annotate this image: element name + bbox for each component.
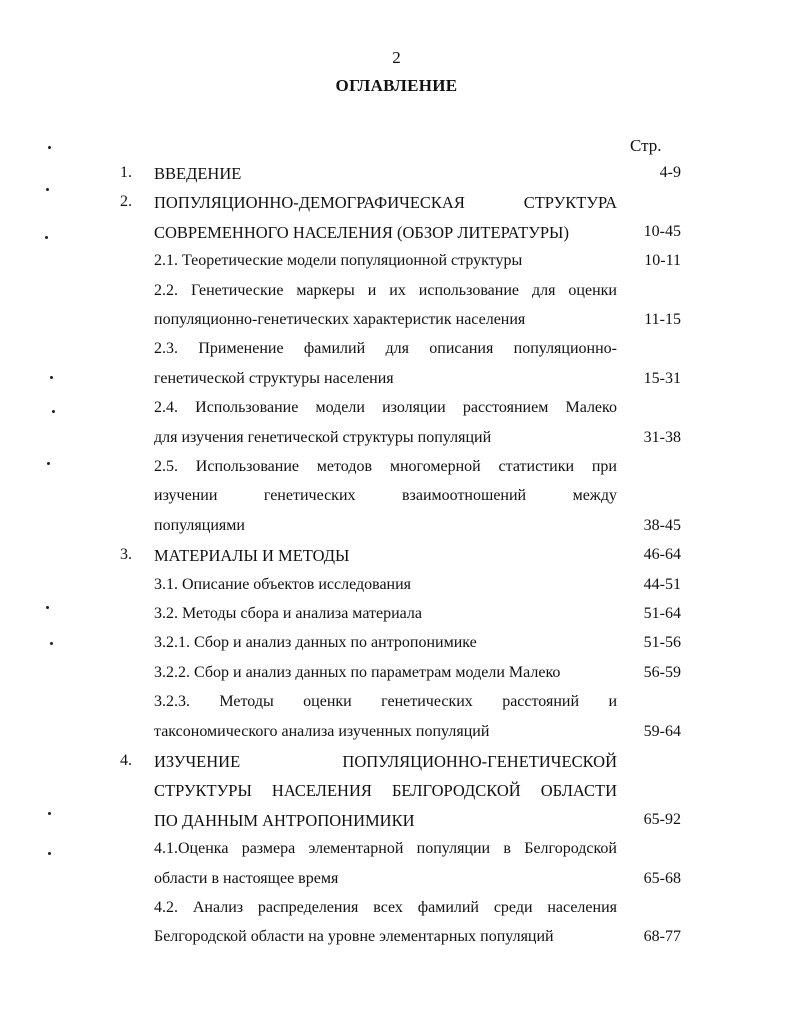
toc-section-title: изучении генетических взаимоотношений между (154, 487, 617, 505)
scan-speck (48, 146, 51, 149)
toc-page-range: 10-11 (644, 252, 681, 270)
scan-speck (45, 236, 48, 239)
toc-page-range: 31-38 (643, 428, 681, 446)
toc-chapter-title: СТРУКТУРЫ НАСЕЛЕНИЯ БЕЛГОРОДСКОЙ ОБЛАСТИ (154, 781, 617, 801)
toc-chapter-title: ПОПУЛЯЦИОННО-ДЕМОГРАФИЧЕСКАЯ СТРУКТУРА (154, 193, 617, 213)
toc-section-title: 3.2.3. Методы оценки генетических расстояний и (154, 693, 617, 711)
page-column-header: Стр. (630, 136, 662, 155)
toc-entry-number: 4. (120, 752, 132, 769)
scan-speck (47, 462, 50, 465)
toc-section-title: генетической структуры населения (154, 369, 394, 387)
toc-page-range: 46-64 (643, 546, 681, 564)
toc-section-title: 2.1. Теоретические модели популяционной структуры (154, 252, 523, 270)
toc-section-title: 3.2.1. Сбор и анализ данных по антропонимике (154, 634, 477, 652)
toc-section-title: для изучения генетической структуры популяций (154, 428, 492, 446)
toc-chapter-title: ВВЕДЕНИЕ (154, 164, 242, 183)
toc-chapter-title: СОВРЕМЕННОГО НАСЕЛЕНИЯ (ОБЗОР ЛИТЕРАТУРЫ) (154, 222, 569, 242)
toc-page-range: 4-9 (659, 164, 681, 181)
toc-entry-number: 1. (120, 164, 132, 181)
scan-speck (48, 852, 51, 855)
toc-section-title: 3.2. Методы сбора и анализа материала (154, 605, 422, 622)
toc-page-range: 38-45 (643, 516, 681, 534)
toc-chapter-title: ИЗУЧЕНИЕ ПОПУЛЯЦИОННО-ГЕНЕТИЧЕСКОЙ (154, 752, 617, 771)
toc-page-range: 15-31 (643, 369, 681, 387)
toc-section-title: 3.2.2. Сбор и анализ данных по параметрам модели Малеко (154, 663, 561, 681)
toc-page-range: 10-45 (643, 222, 681, 240)
toc-page-range: 44-51 (643, 575, 681, 593)
toc-page-range: 65-68 (643, 869, 681, 887)
toc-section-title: 4.2. Анализ распределения всех фамилий среди населения (154, 899, 617, 916)
scan-speck (50, 642, 53, 645)
toc-section-title: 2.5. Использование методов многомерной статистики при (154, 458, 617, 475)
toc-section-title: популяционно-генетических характеристик населения (154, 311, 526, 328)
scan-speck (48, 812, 51, 815)
toc-section-title: 2.2. Генетические маркеры и их использование для оценки (154, 281, 617, 299)
toc-section-title: области в настоящее время (154, 869, 339, 887)
toc-page-range: 51-64 (643, 605, 681, 622)
scan-speck (52, 410, 55, 413)
toc-page-range: 59-64 (643, 722, 681, 740)
scan-speck (46, 606, 49, 609)
toc-section-title: 2.4. Использование модели изоляции расстоянием Малеко (154, 399, 617, 417)
scan-speck (46, 188, 49, 191)
toc-section-title: 2.3. Применение фамилий для описания популяционно- (154, 340, 617, 358)
page-number: 2 (392, 48, 401, 67)
toc-entry-number: 3. (120, 546, 132, 564)
toc-chapter-title: ПО ДАННЫМ АНТРОПОНИМИКИ (154, 810, 415, 830)
toc-chapter-title: МАТЕРИАЛЫ И МЕТОДЫ (154, 546, 350, 566)
toc-page-range: 11-15 (644, 311, 681, 328)
toc-page-range: 65-92 (643, 810, 681, 828)
toc-section-title: 4.1.Оценка размера элементарной популяции в Белгородской (154, 840, 617, 858)
toc-section-title: 3.1. Описание объектов исследования (154, 575, 412, 593)
toc-section-title: Белгородской области на уровне элементарных популяций (154, 928, 554, 946)
scan-speck (50, 376, 53, 379)
toc-page-range: 51-56 (643, 634, 681, 652)
page-title: ОГЛАВЛЕНИЕ (335, 76, 458, 95)
toc-section-title: популяциями (154, 516, 245, 534)
toc-section-title: таксономического анализа изученных популяций (154, 722, 490, 740)
toc-page-range: 68-77 (643, 928, 681, 946)
toc-entry-number: 2. (120, 193, 132, 211)
toc-page-range: 56-59 (643, 663, 681, 681)
